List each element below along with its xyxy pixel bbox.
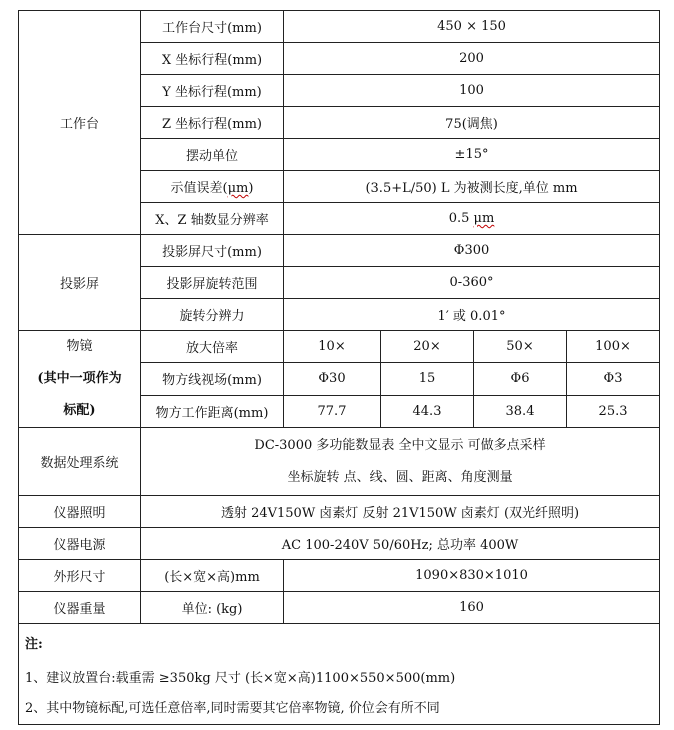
field-of-view-value: Φ3 xyxy=(567,363,660,395)
y-travel-value: 100 xyxy=(284,75,660,107)
note-item: 1、建议放置台:载重需 ≥350kg 尺寸 (长×宽×高)1100×550×500(mm) xyxy=(25,671,456,686)
xz-resolution-unit: μm xyxy=(473,211,495,226)
indication-error-value: (3.5+L/50) L 为被测长度,单位 mm xyxy=(284,171,660,203)
projection-screen-label: 投影屏 xyxy=(19,235,141,331)
power-label: 仪器电源 xyxy=(19,528,141,560)
table-row xyxy=(19,331,660,363)
field-of-view-label: 物方线视场(mm) xyxy=(141,363,284,395)
xz-resolution-value xyxy=(284,203,660,235)
weight-label: 仪器重量 xyxy=(19,592,141,624)
data-processing-line: DC-3000 多功能数显表 全中文显示 可做多点采样 xyxy=(254,437,546,453)
dimensions-label: 外形尺寸 xyxy=(19,560,141,592)
notes-cell xyxy=(19,624,660,725)
magnification-value: 50× xyxy=(474,331,567,363)
dimensions-value: 1090×830×1010 xyxy=(284,560,660,592)
table-row xyxy=(19,11,660,43)
workbench-label: 工作台 xyxy=(19,11,141,235)
objective-label xyxy=(19,331,141,428)
dimensions-unit: (长×宽×高)mm xyxy=(141,560,284,592)
xz-resolution-label: X、Z 轴数显分辨率 xyxy=(141,203,284,235)
workbench-size-value: 450 × 150 xyxy=(284,11,660,43)
objective-label-line: (其中一项作为 xyxy=(37,371,122,386)
table-row xyxy=(19,496,660,528)
notes-title: 注: xyxy=(25,637,43,652)
screen-rotation-value: 0-360° xyxy=(284,267,660,299)
spec-table xyxy=(18,10,660,725)
table-row xyxy=(19,235,660,267)
magnification-label: 放大倍率 xyxy=(141,331,284,363)
weight-value: 160 xyxy=(284,592,660,624)
table-row xyxy=(19,624,660,725)
data-processing-label: 数据处理系统 xyxy=(19,428,141,496)
screen-rotation-label: 投影屏旋转范围 xyxy=(141,267,284,299)
field-of-view-value: Φ30 xyxy=(284,363,381,395)
indication-error-label-pre: 示值误差( xyxy=(170,181,228,196)
data-processing-line: 坐标旋转 点、线、圆、距离、角度测量 xyxy=(287,469,513,485)
indication-error-label xyxy=(141,171,284,203)
note-item: 2、其中物镜标配,可选任意倍率,同时需要其它倍率物镜, 价位会有所不同 xyxy=(25,701,440,716)
z-travel-value: 75(调焦) xyxy=(284,107,660,139)
table-row xyxy=(19,560,660,592)
magnification-value: 20× xyxy=(381,331,474,363)
x-travel-value: 200 xyxy=(284,43,660,75)
illumination-label: 仪器照明 xyxy=(19,496,141,528)
illumination-value: 透射 24V150W 卤素灯 反射 21V150W 卤素灯 (双光纤照明) xyxy=(141,496,660,528)
weight-unit: 单位: (kg) xyxy=(141,592,284,624)
field-of-view-value: Φ6 xyxy=(474,363,567,395)
magnification-value: 100× xyxy=(567,331,660,363)
working-distance-label: 物方工作距离(mm) xyxy=(141,395,284,427)
field-of-view-value: 15 xyxy=(381,363,474,395)
y-travel-label: Y 坐标行程(mm) xyxy=(141,75,284,107)
table-row xyxy=(19,592,660,624)
table-row xyxy=(19,528,660,560)
workbench-size-label: 工作台尺寸(mm) xyxy=(141,11,284,43)
z-travel-label: Z 坐标行程(mm) xyxy=(141,107,284,139)
working-distance-value: 25.3 xyxy=(567,395,660,427)
swing-unit-label: 摆动单位 xyxy=(141,139,284,171)
working-distance-value: 44.3 xyxy=(381,395,474,427)
screen-size-value: Φ300 xyxy=(284,235,660,267)
screen-size-label: 投影屏尺寸(mm) xyxy=(141,235,284,267)
data-processing-value xyxy=(141,428,660,496)
table-row xyxy=(19,428,660,496)
working-distance-value: 77.7 xyxy=(284,395,381,427)
swing-unit-value: ±15° xyxy=(284,139,660,171)
x-travel-label: X 坐标行程(mm) xyxy=(141,43,284,75)
indication-error-label-unit: μm xyxy=(227,181,249,196)
magnification-value: 10× xyxy=(284,331,381,363)
indication-error-label-post: ) xyxy=(248,181,254,196)
power-value: AC 100-240V 50/60Hz; 总功率 400W xyxy=(141,528,660,560)
objective-label-line: 物镜 xyxy=(66,339,93,354)
rotation-resolution-value: 1′ 或 0.01° xyxy=(284,299,660,331)
objective-label-line: 标配) xyxy=(63,403,96,418)
rotation-resolution-label: 旋转分辨力 xyxy=(141,299,284,331)
xz-resolution-number: 0.5 xyxy=(448,211,474,226)
working-distance-value: 38.4 xyxy=(474,395,567,427)
